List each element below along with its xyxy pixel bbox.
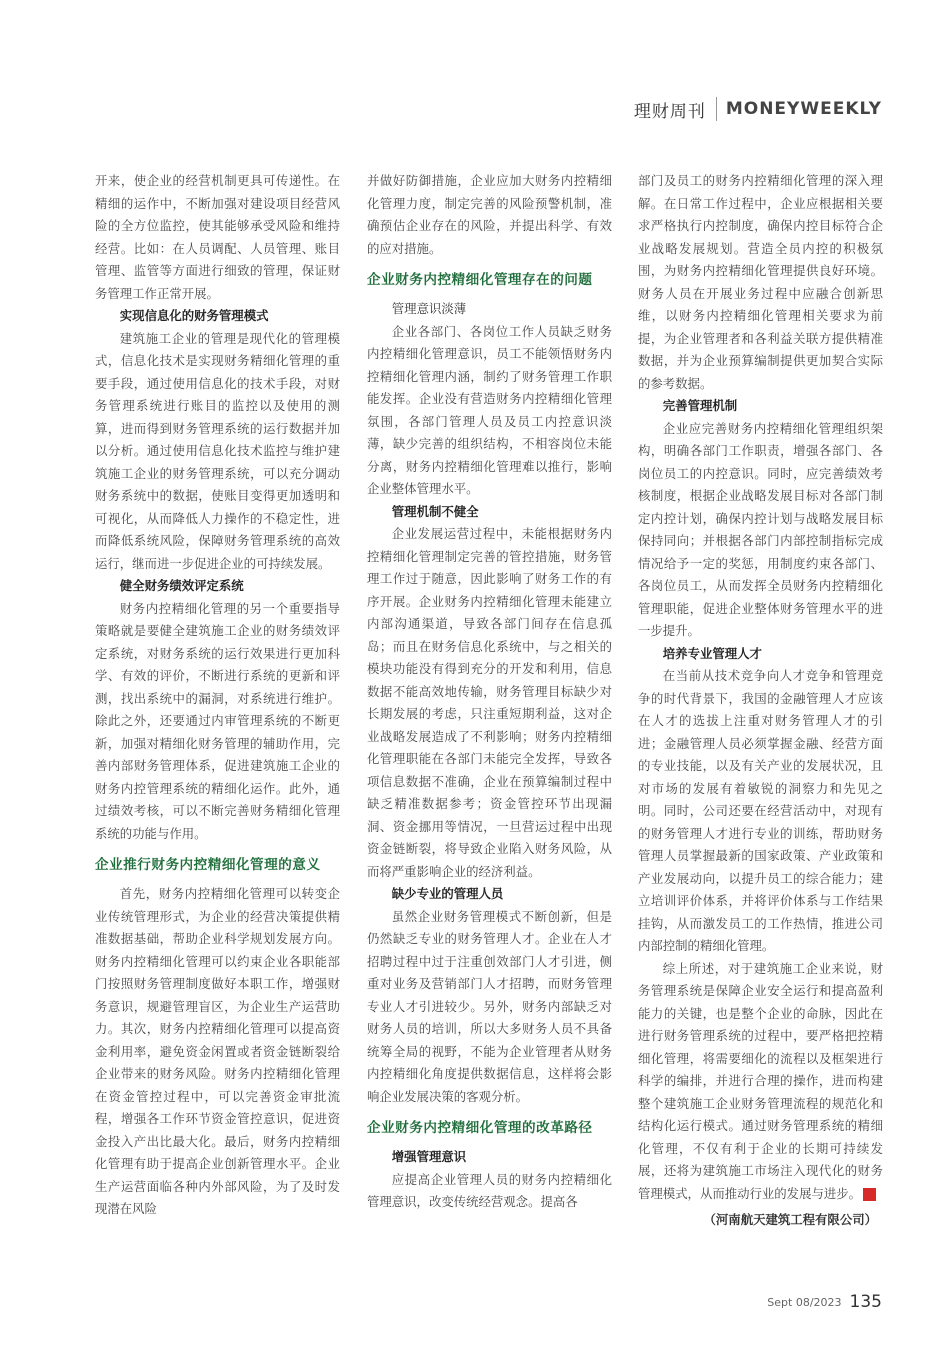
column-3 xyxy=(638,170,895,1232)
magazine-title-cn: 理财周刊 xyxy=(633,101,706,122)
author-affiliation: （河南航天建筑工程有限公司） xyxy=(703,1212,877,1227)
subheading: 缺少专业的管理人员 xyxy=(391,886,504,901)
paragraph: 并做好防御措施，企业应加大财务内控精细化管理力度，制定完善的风险预警机制，准确预估企业存在的风险，并提出科学、有效的应对措施。 xyxy=(367,173,612,256)
masthead-divider xyxy=(716,97,717,121)
paragraph: 开来，使企业的经营机制更具可传递性。在精细的运作中，不断加强对建设项目经营风险的全方位监控，使其能够承受风险和维持经营。比如：在人员调配、人员管理、账目管理、监管等方面进行细致的管理，保证财务管理工作正常开展。 xyxy=(95,173,340,301)
paragraph: 部门及员工的财务内控精细化管理的深入理解。在日常工作过程中，企业应根据相关要求严格执行内控制度，确保内控目标符合企业战略发展规划。营造全员内控的积极氛围，为财务内控精细化管理提供良好环境。财务人员在开展业务过程中应融合创新思维，以财务内控精细化管理相关要求为前提，为企业管理者和各利益关联方提供精准数据，并为企业预算编制提供更加契合实际的参考数据。 xyxy=(638,173,883,391)
masthead xyxy=(634,96,882,122)
column-2 xyxy=(367,170,612,1214)
subheading: 管理机制不健全 xyxy=(391,503,479,519)
paragraph: 在当前从技术竞争向人才竞争和管理竞争的时代背景下，我国的金融管理人才应该在人才的选拔上注重对财务管理人才的引进；金融管理人员必须掌握金融、经营方面的专业技能，以及有关产业的发展状况，且对市场的发展有着敏锐的洞察力和先见之明。同时，公司还要在经营活动中，对现有的财务管理人才进行专业的训练，帮助财务管理人员掌握最新的国家政策、产业政策和产业发展动向，以提升员工的综合能力；建立培训评价体系，并将评价体系与工作结果挂钩，从而激发员工的工作热情，推进公司内部控制的精细化管理。 xyxy=(638,668,883,953)
subheading: 管理意识淡薄 xyxy=(391,301,467,316)
final-text: 综上所述，对于建筑施工企业来说，财务管理系统是保障企业安全运行和提高盈利能力的关键，也是整个企业的命脉，因此在进行财务管理系统的过程中，要严格把控精细化管理，将需要细化的流程以及框架进行科学的编排，并进行合理的操作，进而构建整个建筑施工企业财务管理流程的规范化和结构化运行模式。通过财务管理系统的精细化管理，不仅有利于企业的长期可持续发展，还将为建筑施工市场注入现代化的财务管理模式，从而推动行业的发展与进步。 xyxy=(638,960,883,1201)
subheading: 完善管理机制 xyxy=(662,398,738,413)
subheading: 培养专业管理人才 xyxy=(662,645,762,661)
paragraph-final xyxy=(638,958,895,1206)
subheading: 健全财务绩效评定系统 xyxy=(119,578,244,593)
section-heading: 企业财务内控精细化管理存在的问题 xyxy=(367,272,593,288)
paragraph: 企业各部门、各岗位工作人员缺乏财务内控精细化管理意识，员工不能领悟财务内控精细化管理内涵，制约了财务管理工作职能发挥。企业没有营造财务内控精细化管理氛围，各部门管理人员及员工内控意识淡薄，缺少完善的组织结构，不相容岗位未能分离，财务内控精细化管理难以推行，影响企业整体管理水平。 xyxy=(367,323,612,496)
end-mark-icon: L xyxy=(863,1188,876,1201)
paragraph: 应提高企业管理人员的财务内控精细化管理意识，改变传统经营观念。提高各 xyxy=(367,1171,612,1209)
paragraph: 虽然企业财务管理模式不断创新，但是仍然缺乏专业的财务管理人才。企业在人才招聘过程中过于注重创效部门人才引进，侧重对业务及营销部门人才招聘，而财务管理专业人才引进较少。另外，财务内部缺乏对财务人员的培训，所以大多财务人员不具备统筹全局的视野，不能为企业管理者从财务内控精细化角度提供数据信息，这样将会影响企业发展决策的客观分析。 xyxy=(367,908,612,1104)
section-heading: 企业财务内控精细化管理的改革路径 xyxy=(367,1120,593,1136)
column-1 xyxy=(95,170,340,1221)
footer xyxy=(767,1292,882,1312)
magazine-title-en: MONEYWEEKLY xyxy=(725,99,882,119)
paragraph: 企业发展运营过程中，未能根据财务内控精细化管理制定完善的管控措施，财务管理工作过于随意，因此影响了财务工作的有序开展。企业财务内控精细化管理未能建立内部沟通渠道，导致各部门间存在信息孤岛；而且在财务信息化系统中，与之相关的模块功能没有得到充分的开发和利用，信息数据不能高效地传输，财务管理目标缺少对长期发展的考虑，只注重短期利益，这对企业战略发展造成了不利影响；财务内控精细化管理职能在各部门未能完全发挥，导致各项信息数据不准确，企业在预算编制过程中缺乏精准数据参考；资金管控环节出现漏洞、资金挪用等情况，一旦营运过程中出现资金链断裂，将导致企业陷入财务风险，从而将严重影响企业的经济利益。 xyxy=(367,526,612,879)
issue-date: Sept 08/2023 xyxy=(767,1295,842,1309)
section-heading: 企业推行财务内控精细化管理的意义 xyxy=(95,857,321,873)
paragraph: 建筑施工企业的管理是现代化的管理模式，信息化技术是实现财务精细化管理的重要手段，通过使用信息化的技术手段，对财务管理系统进行账目的监控以及使用的测算，进而得到财务管理系统的运行数据并加以分析。通过使用信息化技术监控与维护建筑施工企业的财务管理系统，可以充分调动财务系统中的数据，使账目变得更加透明和可视化，从而降低人力操作的不稳定性，进而降低系统风险，保障财务管理系统的高效运行，继而进一步促进企业的可持续发展。 xyxy=(95,330,340,571)
subheading: 增强管理意识 xyxy=(391,1149,467,1164)
subheading: 实现信息化的财务管理模式 xyxy=(119,308,269,323)
page-number: 135 xyxy=(849,1292,882,1312)
paragraph: 首先，财务内控精细化管理可以转变企业传统管理形式，为企业的经营决策提供精准数据基础，帮助企业科学规划发展方向。财务内控精细化管理可以约束企业各职能部门按照财务管理制度做好本职工作，增强财务意识，规避管理盲区，为企业生产运营助力。其次，财务内控精细化管理可以提高资金利用率，避免资金闲置或者资金链断裂给企业带来的财务风险。财务内控精细化管理在资金管控过程中，可以完善资金审批流程，增强各工作环节资金管控意识，促进资金投入产出比最大化。最后，财务内控精细化管理有助于提高企业创新管理水平。企业生产运营面临各种内外部风险，为了及时发现潜在风险 xyxy=(95,886,340,1216)
paragraph: 企业应完善财务内控精细化管理组织架构，明确各部门工作职责，增强各部门、各岗位员工的内控意识。同时，应完善绩效考核制度，根据企业战略发展目标对各部门制定内控计划，确保内控计划与战略发展目标保持同向；并根据各部门内部控制指标完成情况给予一定的奖惩，用制度约束各部门、各岗位员工，从而发挥全员财务内控精细化管理职能，促进企业整体财务管理水平的进一步提升。 xyxy=(638,420,883,638)
paragraph: 财务内控精细化管理的另一个重要指导策略就是要健全建筑施工企业的财务绩效评定系统，对财务系统的运行效果进行更加科学、有效的评价，不断进行系统的更新和评测，找出系统中的漏洞，对系统进行维护。除此之外，还要通过内审管理系统的不断更新，加强对精细化财务管理的辅助作用，完善内部财务管理体系，促进建筑施工企业的财务内控管理系统的精细化运作。此外，通过绩效考核，可以不断完善财务精细化管理系统的功能与作用。 xyxy=(95,600,340,841)
